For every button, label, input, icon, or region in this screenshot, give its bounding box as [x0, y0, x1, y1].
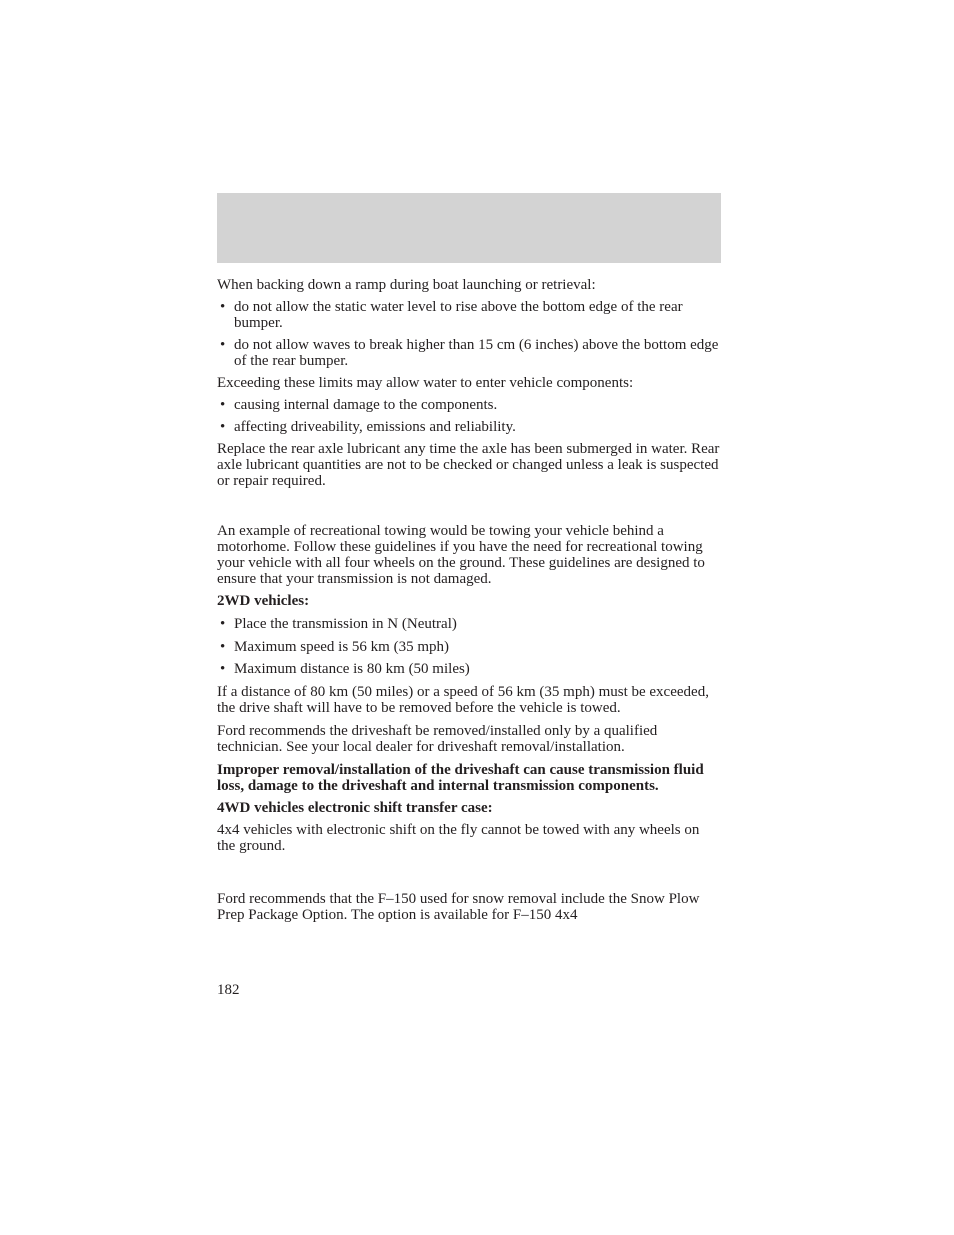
- driveshaft-recommend-text: Ford recommends the driveshaft be removed/installed only by a qualified technician. See your local dealer for driveshaft removal/installation.: [217, 723, 658, 755]
- page-content: [217, 277, 721, 923]
- boat-launch-list: [217, 299, 721, 369]
- list-item: • causing internal damage to the components.: [217, 397, 721, 413]
- twowd-heading: 2WD vehicles:: [217, 593, 310, 609]
- list-item: • do not allow the static water level to rise above the bottom edge of the rear bumper.: [217, 299, 721, 331]
- list-item: • Maximum speed is 56 km (35 mph): [217, 639, 721, 655]
- list-item: • Place the transmission in N (Neutral): [217, 616, 721, 632]
- list-item: • Maximum distance is 80 km (50 miles): [217, 661, 721, 677]
- page-number: 182: [217, 982, 240, 998]
- exceeding-limits-text: Exceeding these limits may allow water to enter vehicle components:: [217, 375, 634, 391]
- driveshaft-warning: Improper removal/installation of the driveshaft can cause transmission fluid loss, damage to the driveshaft and internal transmission components.: [217, 762, 704, 794]
- fourwd-heading: 4WD vehicles electronic shift transfer case:: [217, 800, 493, 816]
- distance-exceeded-text: If a distance of 80 km (50 miles) or a speed of 56 km (35 mph) must be exceeded, the drive shaft will have to be removed before the vehicle is towed.: [217, 684, 709, 716]
- list-item: • affecting driveability, emissions and reliability.: [217, 419, 721, 435]
- snow-plow-text: Ford recommends that the F–150 used for snow removal include the Snow Plow Prep Package Option. The option is available for F–150 4x4: [217, 891, 700, 923]
- axle-lubricant-text: Replace the rear axle lubricant any time the axle has been submerged in water. Rear axle lubricant quantities are not to be checked or changed unless a leak is suspected or repair required.: [217, 441, 720, 489]
- exceeding-limits-list: [217, 397, 721, 435]
- boat-launch-intro: When backing down a ramp during boat launching or retrieval:: [217, 277, 596, 293]
- recreational-towing-intro: An example of recreational towing would be towing your vehicle behind a motorhome. Follow these guidelines if you have the need for recreational towing your vehicle with all four wheels on the ground. These guidelines are designed to ensure that your transmission is not damaged.: [217, 523, 705, 587]
- fourwd-text: 4x4 vehicles with electronic shift on the fly cannot be towed with any wheels on the ground.: [217, 822, 700, 854]
- twowd-list: [217, 616, 721, 677]
- list-item: • do not allow waves to break higher than 15 cm (6 inches) above the bottom edge of the rear bumper.: [217, 337, 721, 369]
- section-header-band: [217, 193, 721, 263]
